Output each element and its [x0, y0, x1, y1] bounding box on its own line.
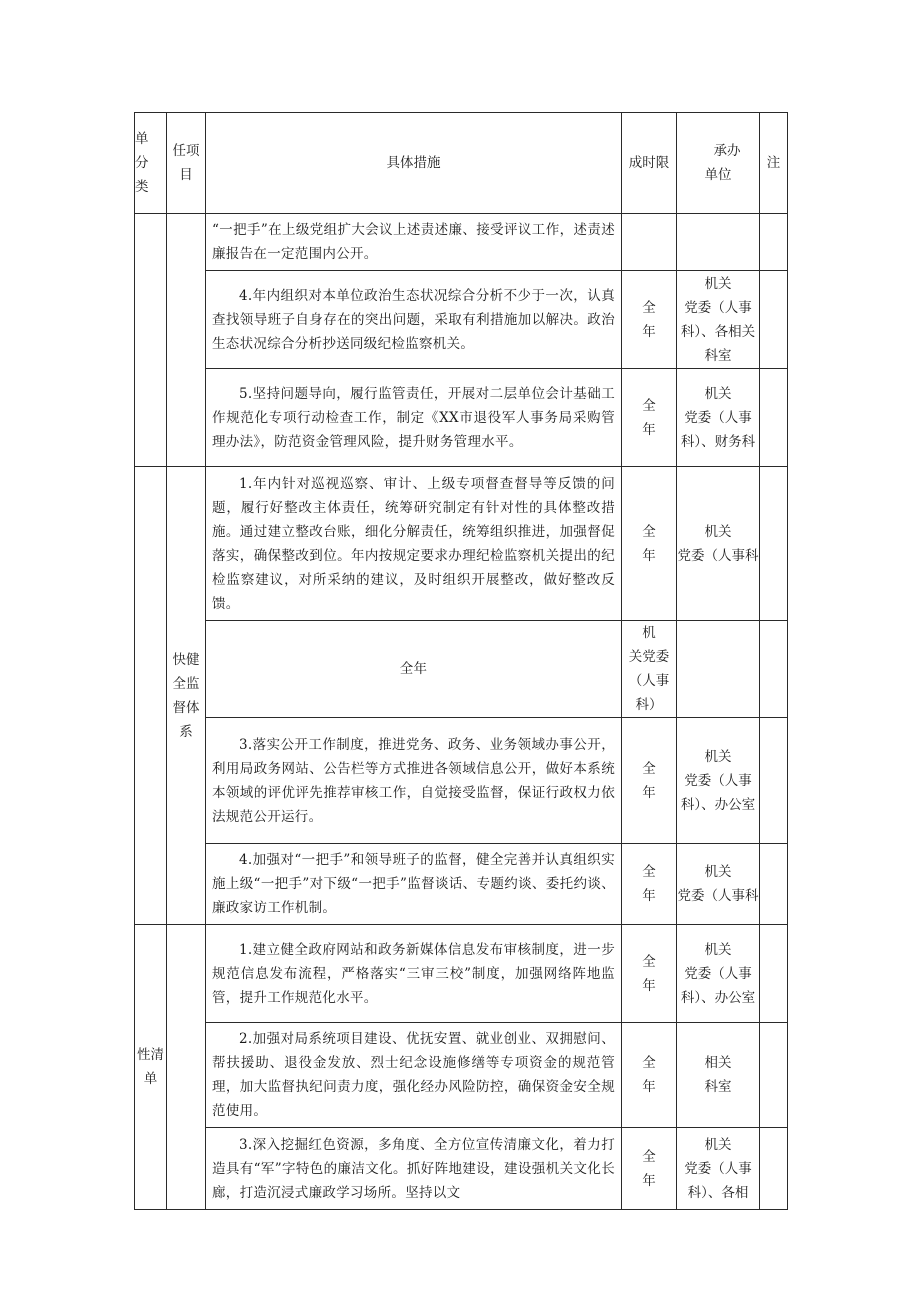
cell-line: 机关 — [704, 523, 732, 540]
cell-line: 科）、各相关 — [680, 323, 756, 340]
note-cell — [760, 214, 788, 271]
cell-line: 科）、财务科 — [680, 433, 756, 450]
cell-line: 机关 — [704, 1136, 732, 1153]
measure-cell — [206, 1023, 622, 1128]
cell-line: 全 — [642, 953, 656, 970]
unit-cell — [677, 1023, 760, 1128]
measure-cell — [206, 925, 622, 1023]
category-cell — [135, 214, 167, 467]
time-limit-cell — [622, 1128, 677, 1210]
measure-text: “一把手”在上级党组扩大会议上述责述廉、接受评议工作，述责述廉报告在一定范围内公开。 — [212, 222, 615, 262]
time-limit-cell — [622, 718, 677, 844]
cell-line: 全 — [642, 864, 656, 880]
measure-cell — [206, 271, 622, 369]
cell-line: 全 — [642, 1055, 656, 1071]
cell-line: 科室 — [704, 347, 732, 364]
measure-text: 1.建立健全政府网站和政务新媒体信息发布审核制度，进一步规范信息发布流程，严格落实“三审三校”制度，加强网络阵地监管，提升工作规范化水平。 — [212, 941, 615, 1006]
cell-line: 科）、办公室 — [680, 989, 756, 1006]
table-row — [135, 271, 788, 369]
note-cell — [760, 467, 788, 621]
measure-text: 4.加强对“一把手”和领导班子的监督，健全完善并认真组织实施上级“一把手”对下级“一把手”监督谈话、专题约谈、委托约谈、廉政家访工作机制。 — [212, 852, 615, 916]
cell-line: 系 — [179, 723, 193, 740]
note-cell — [760, 1023, 788, 1128]
cell-line: 机关 — [704, 748, 732, 765]
unit-cell — [677, 844, 760, 925]
unit-cell — [677, 214, 760, 271]
measure-cell — [206, 844, 622, 925]
cell-line: 党委（人事 — [684, 299, 752, 316]
measure-text: 5.坚持问题导向，履行监管责任，开展对二层单位会计基础工作规范化专项行动检查工作，制定《XX市退役军人事务局采购管理办法》，防范资金管理风险，提升财务管理水平。 — [212, 385, 615, 450]
cell-line: 相关 — [704, 1055, 732, 1071]
measures-table — [134, 112, 788, 1210]
cell-line: 机关 — [704, 864, 732, 880]
time-limit-cell — [622, 271, 677, 369]
time-limit-cell — [622, 621, 677, 718]
cell-line: 全 — [642, 523, 656, 540]
project-cell — [167, 925, 206, 1210]
time-limit-cell — [622, 925, 677, 1023]
unit-cell — [677, 925, 760, 1023]
cell-line: 年 — [642, 977, 656, 994]
cell-line: 单 — [143, 1071, 158, 1087]
header-category: 单 分 类 — [135, 113, 167, 214]
measure-cell — [206, 718, 622, 844]
cell-line: 年 — [642, 784, 656, 801]
cell-line: 全监 — [172, 675, 200, 692]
cell-line: 年 — [642, 323, 656, 340]
time-limit-cell — [622, 467, 677, 621]
cell-line: 全 — [642, 397, 656, 414]
cell-line: 党委（人事 — [684, 1160, 752, 1177]
cell-line: 机关 — [704, 941, 732, 958]
header-row — [135, 113, 788, 214]
header-unit: 承办 单位 — [677, 113, 760, 214]
measure-text: 3.深入挖掘红色资源，多角度、全方位宣传清廉文化，着力打造具有“军”字特色的廉洁文化。抓好阵地建设，建设强机关文化长廊，打造沉浸式廉政学习场所。坚持以文 — [212, 1136, 615, 1201]
cell-line: 性清 — [137, 1047, 164, 1063]
cell-line: 年 — [642, 421, 656, 438]
measure-text: 1.年内针对巡视巡察、审计、上级专项督查督导等反馈的问题，履行好整改主体责任，统筹研究制定有针对性的具体整改措施。通过建立整改台账，细化分解责任，统筹组织推进，加强督促落实，确保整改到位。年内按规定要求办理纪检监察机关提出的纪检监察建议，对所采纳的建议，及时组织开展整改，做好整改反馈。 — [212, 475, 615, 612]
cell-line: 党委（人事 — [684, 965, 752, 982]
cell-line: 党委（人事 — [684, 409, 752, 426]
project-cell — [167, 214, 206, 467]
cell-line: 科）、各相 — [687, 1184, 749, 1201]
cell-line: 全 — [642, 1148, 656, 1165]
measure-text: 4.年内组织对本单位政治生态状况综合分析不少于一次，认真查找领导班子自身存在的突出问题，采取有利措施加以解决。政治生态状况综合分析抄送同级纪检监察机关。 — [212, 287, 615, 352]
unit-cell — [677, 369, 760, 467]
table-row — [135, 621, 788, 718]
measure-text: 3.落实公开工作制度，推进党务、政务、业务领域办事公开，利用局政务网站、公告栏等方式推进各领域信息公开，做好本系统本领域的评优评先推荐审核工作，自觉接受监督，保证行政权力依法规范公开运行。 — [212, 736, 615, 825]
measure-cell — [206, 1128, 622, 1210]
cell-line: 科）、办公室 — [680, 796, 756, 813]
table-row — [135, 467, 788, 621]
unit-cell — [677, 467, 760, 621]
header-measures: 具体措施 — [206, 113, 622, 214]
table-row — [135, 369, 788, 467]
note-cell — [760, 369, 788, 467]
cell-line: 党委（人事 — [684, 772, 752, 789]
note-cell — [760, 621, 788, 718]
cell-line: 督体 — [172, 699, 200, 716]
cell-line: 全 — [642, 299, 656, 316]
unit-cell — [677, 1128, 760, 1210]
unit-cell — [677, 621, 760, 718]
measure-text: 2.加强对局系统项目建设、优抚安置、就业创业、双拥慰问、帮扶援助、退役金发放、烈士纪念设施修缮等专项资金的规范管理，加大监督执纪问责力度，强化经办风险防控，确保资金安全规范使用。 — [212, 1031, 615, 1119]
table-row — [135, 925, 788, 1023]
table-row — [135, 214, 788, 271]
cell-line: 快健 — [172, 651, 200, 668]
cell-line: 科室 — [704, 1079, 732, 1095]
cell-line: 年 — [642, 547, 656, 564]
unit-cell — [677, 271, 760, 369]
cell-line: 关党委 — [628, 649, 670, 665]
measure-cell — [206, 621, 622, 718]
cell-line: 科） — [635, 697, 663, 713]
table-row — [135, 1023, 788, 1128]
measure-cell — [206, 214, 622, 271]
table-row — [135, 1128, 788, 1210]
header-project: 任项 目 — [167, 113, 206, 214]
cell-line: 机 — [642, 625, 656, 641]
note-cell — [760, 271, 788, 369]
cell-line: 机关 — [704, 275, 732, 292]
measure-cell — [206, 467, 622, 621]
category-cell — [135, 467, 167, 925]
time-limit-cell — [622, 369, 677, 467]
cell-line: 机关 — [704, 385, 732, 402]
unit-cell — [677, 718, 760, 844]
table-row — [135, 844, 788, 925]
cell-line: 党委（人事科 — [677, 547, 759, 564]
project-cell — [167, 467, 206, 925]
cell-line: 年 — [642, 888, 656, 904]
time-limit-cell — [622, 1023, 677, 1128]
cell-line: 党委（人事科 — [677, 888, 759, 904]
measure-text: 全年 — [399, 661, 428, 677]
note-cell — [760, 718, 788, 844]
header-time-limit: 成时限 — [622, 113, 677, 214]
time-limit-cell — [622, 844, 677, 925]
header-note: 注 — [760, 113, 788, 214]
cell-line: （人事 — [628, 673, 670, 689]
time-limit-cell — [622, 214, 677, 271]
note-cell — [760, 925, 788, 1023]
category-cell — [135, 925, 167, 1210]
note-cell — [760, 1128, 788, 1210]
cell-line: 年 — [642, 1079, 656, 1095]
table-row — [135, 718, 788, 844]
measure-cell — [206, 369, 622, 467]
note-cell — [760, 844, 788, 925]
cell-line: 全 — [642, 760, 656, 777]
cell-line: 年 — [642, 1172, 656, 1189]
